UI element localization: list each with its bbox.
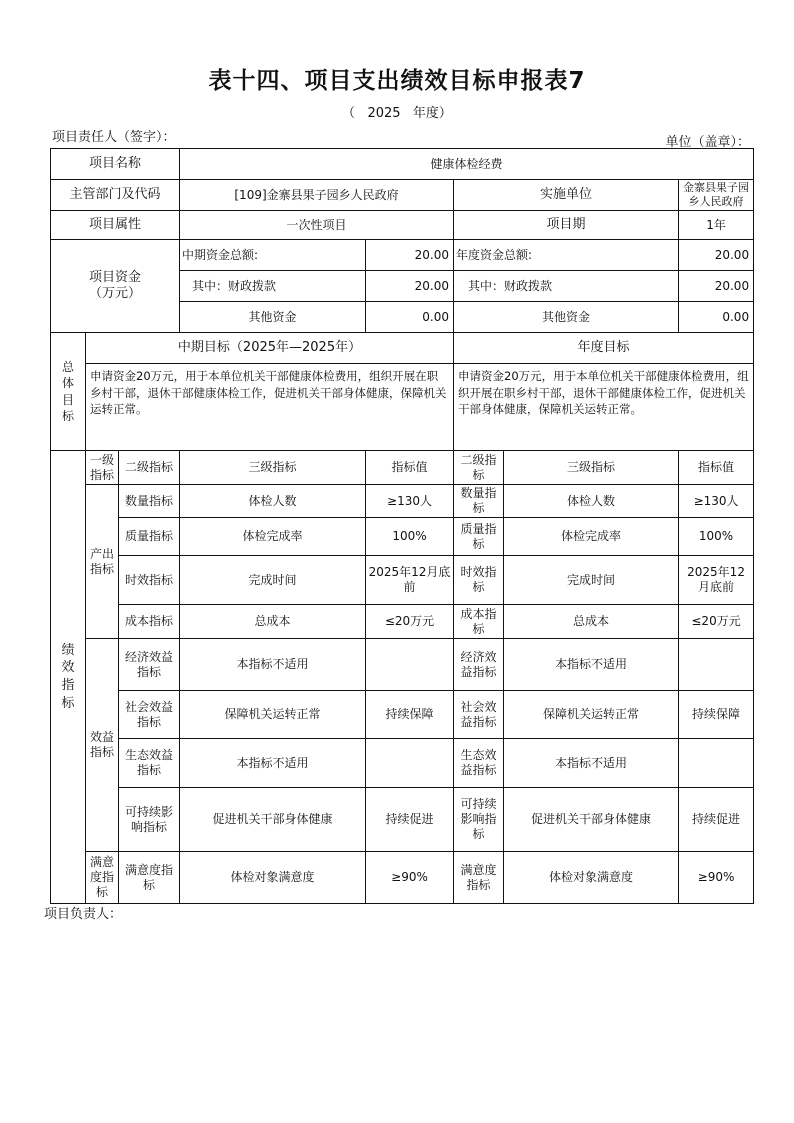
overall-goals-label: 总 体 目 标 <box>51 333 86 451</box>
mid-total-value: 20.00 <box>366 240 454 271</box>
value-header-right: 指标值 <box>679 451 754 485</box>
year-total-value: 20.00 <box>679 240 754 271</box>
level3-header: 三级指标 <box>180 451 366 485</box>
year-other-label: 其他资金 <box>454 302 679 333</box>
table-row-value-right: ≥130人 <box>679 485 754 518</box>
table-row-l2: 数量指标 <box>119 485 180 518</box>
implementing-unit-label: 实施单位 <box>454 180 679 211</box>
table-row-l3-right: 体检人数 <box>504 485 679 518</box>
level2-header-right: 二级指 标 <box>454 451 504 485</box>
table-row-l3-right: 本指标不适用 <box>504 639 679 691</box>
table-row-l2: 成本指标 <box>119 605 180 639</box>
table-row-l2-right: 满意度 指标 <box>454 852 504 904</box>
mid-term-goal-header: 中期目标（2025年—2025年） <box>86 333 454 364</box>
table-row-l3: 促进机关干部身体健康 <box>180 788 366 852</box>
table-row-l2-right: 数量指 标 <box>454 485 504 518</box>
table-row-value <box>366 639 454 691</box>
table-row-value: 100% <box>366 518 454 556</box>
table-row-value-right <box>679 639 754 691</box>
table-row-l3-right: 总成本 <box>504 605 679 639</box>
level3-header-right: 三级指标 <box>504 451 679 485</box>
table-row-l3-right: 本指标不适用 <box>504 739 679 788</box>
table-row-value-right: ≥90% <box>679 852 754 904</box>
table-row-l3-right: 体检对象满意度 <box>504 852 679 904</box>
table-row-l3: 完成时间 <box>180 556 366 605</box>
project-responsible-signature-label: 项目责任人（签字）： <box>52 130 176 145</box>
table-row-l3-right: 体检完成率 <box>504 518 679 556</box>
table-row-l2: 质量指标 <box>119 518 180 556</box>
table-row-l3: 体检对象满意度 <box>180 852 366 904</box>
project-attribute-value: 一次性项目 <box>180 211 454 240</box>
table-row-l3-right: 保障机关运转正常 <box>504 691 679 739</box>
table-row-value-right <box>679 739 754 788</box>
table-row-value-right: 持续促进 <box>679 788 754 852</box>
level1-header: 一级 指标 <box>86 451 119 485</box>
mid-other-label: 其他资金 <box>180 302 366 333</box>
benefit-indicators-label: 效益 指标 <box>86 639 119 852</box>
table-row-l2-right: 时效指标 <box>454 556 504 605</box>
table-row-value-right: 100% <box>679 518 754 556</box>
project-name-value: 健康体检经费 <box>180 149 754 180</box>
table-row-l2: 生态效益 指标 <box>119 739 180 788</box>
project-leader-label: 项目负责人： <box>44 907 123 922</box>
project-name-label: 项目名称 <box>51 149 180 180</box>
table-row-l3-right: 完成时间 <box>504 556 679 605</box>
performance-target-form <box>50 148 753 904</box>
year-fiscal-value: 20.00 <box>679 271 754 302</box>
table-row-l2: 可持续影 响指标 <box>119 788 180 852</box>
table-row-l3: 本指标不适用 <box>180 639 366 691</box>
year-other-value: 0.00 <box>679 302 754 333</box>
table-row-value: ≤20万元 <box>366 605 454 639</box>
table-row-value <box>366 739 454 788</box>
table-row-l3: 本指标不适用 <box>180 739 366 788</box>
table-row-l3-right: 促进机关干部身体健康 <box>504 788 679 852</box>
output-indicators-label: 产出 指标 <box>86 485 119 639</box>
project-period-label: 项目期 <box>454 211 679 240</box>
department-label: 主管部门及代码 <box>51 180 180 211</box>
annual-goal-header: 年度目标 <box>454 333 754 364</box>
mid-total-label: 中期资金总额: <box>180 240 366 271</box>
table-row-l2: 满意度指 标 <box>119 852 180 904</box>
table-row-l2-right: 质量指 标 <box>454 518 504 556</box>
annual-goal-text: 申请资金20万元，用于本单位机关干部健康体检费用，组织开展在职乡村干部，退休干部健康体检工作，促进机关干部身体健康，保障机关运转正常。 <box>454 364 754 451</box>
table-row-value: 持续促进 <box>366 788 454 852</box>
table-row-value-right: 持续保障 <box>679 691 754 739</box>
implementing-unit-value: 金寨县果子园乡人民政府 <box>679 180 754 211</box>
table-row-value-right: 2025年12 月底前 <box>679 556 754 605</box>
year-fiscal-label: 其中：财政拨款 <box>454 271 679 302</box>
table-row-l2-right: 生态效 益指标 <box>454 739 504 788</box>
table-row-l2-right: 社会效 益指标 <box>454 691 504 739</box>
table-row-l2-right: 经济效 益指标 <box>454 639 504 691</box>
table-row-l3: 体检完成率 <box>180 518 366 556</box>
value-header: 指标值 <box>366 451 454 485</box>
table-row-l3: 体检人数 <box>180 485 366 518</box>
mid-fiscal-label: 其中：财政拨款 <box>180 271 366 302</box>
table-row-l2-right: 可持续 影响指 标 <box>454 788 504 852</box>
table-row-value-right: ≤20万元 <box>679 605 754 639</box>
mid-fiscal-value: 20.00 <box>366 271 454 302</box>
level2-header: 二级指标 <box>119 451 180 485</box>
table-row-l2: 社会效益 指标 <box>119 691 180 739</box>
table-row-value: 持续保障 <box>366 691 454 739</box>
table-row-value: ≥130人 <box>366 485 454 518</box>
table-row-l2-right: 成本指 标 <box>454 605 504 639</box>
department-value: [109]金寨县果子园乡人民政府 <box>180 180 454 211</box>
project-attribute-label: 项目属性 <box>51 211 180 240</box>
unit-seal-label: 单位（盖章）： <box>665 135 750 150</box>
mid-term-goal-text: 申请资金20万元，用于本单位机关干部健康体检费用，组织开展在职乡村干部，退休干部健康体检工作，促进机关干部身体健康，保障机关运转正常。 <box>86 364 454 451</box>
table-row-l2: 经济效益 指标 <box>119 639 180 691</box>
year-subtitle: （ 2025 年度） <box>342 106 452 121</box>
performance-indicators-label: 绩 效 指 标 <box>51 451 86 904</box>
page-title: 表十四、项目支出绩效目标申报表7 <box>208 68 586 94</box>
table-row-value: ≥90% <box>366 852 454 904</box>
mid-other-value: 0.00 <box>366 302 454 333</box>
table-row-l2: 时效指标 <box>119 556 180 605</box>
satisfaction-indicators-label: 满意 度指 标 <box>86 852 119 904</box>
year-total-label: 年度资金总额: <box>454 240 679 271</box>
project-period-value: 1年 <box>679 211 754 240</box>
table-row-l3: 保障机关运转正常 <box>180 691 366 739</box>
table-row-l3: 总成本 <box>180 605 366 639</box>
funds-label: 项目资金 （万元） <box>51 240 180 333</box>
table-row-value: 2025年12月底 前 <box>366 556 454 605</box>
